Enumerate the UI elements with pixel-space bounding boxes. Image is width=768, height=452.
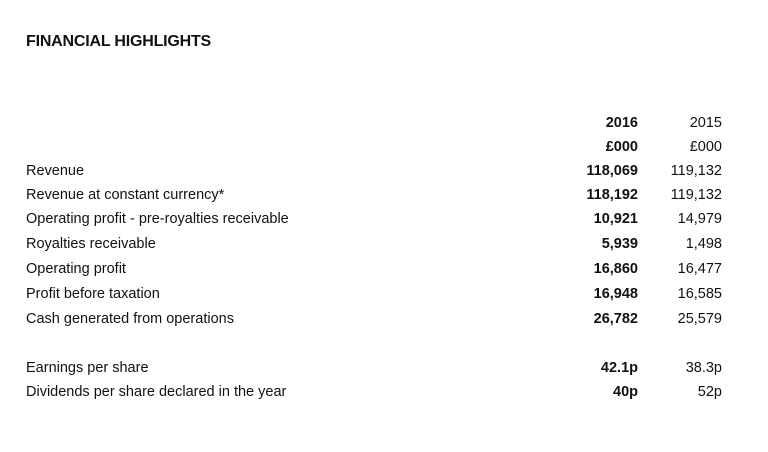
row-label: Earnings per share xyxy=(26,360,149,376)
table-row-operating-profit xyxy=(0,261,768,285)
value-2016: 40p xyxy=(613,384,638,400)
row-label: Operating profit - pre-royalties receivable xyxy=(26,211,289,227)
table-row-revenue-constant-currency xyxy=(0,187,768,211)
table-row-revenue xyxy=(0,163,768,187)
table-row-cash-generated xyxy=(0,311,768,335)
table-row-operating-profit-pre-royalties xyxy=(0,211,768,235)
row-label: Revenue at constant currency* xyxy=(26,187,225,203)
value-2016: 26,782 xyxy=(593,311,638,327)
value-2016: 16,860 xyxy=(593,261,638,277)
table-row-profit-before-taxation xyxy=(0,286,768,310)
value-2015: 25,579 xyxy=(677,311,722,327)
financial-highlights-title: FINANCIAL HIGHLIGHTS xyxy=(26,33,212,50)
unit-2015-header: £000 xyxy=(689,139,722,155)
year-2015-header: 2015 xyxy=(689,115,722,131)
row-label: Revenue xyxy=(26,163,85,179)
value-2015: 52p xyxy=(697,384,722,400)
header-year-row xyxy=(0,115,768,139)
table-row-earnings-per-share xyxy=(0,360,768,384)
value-2015: 1,498 xyxy=(685,236,722,252)
row-label: Profit before taxation xyxy=(26,286,160,302)
row-label: Dividends per share declared in the year xyxy=(26,384,287,400)
value-2015: 16,477 xyxy=(677,261,722,277)
value-2016: 42.1p xyxy=(600,360,638,376)
table-row-royalties-receivable xyxy=(0,236,768,260)
value-2016: 118,069 xyxy=(586,163,638,179)
table-row-dividends-per-share xyxy=(0,384,768,408)
value-2015: 38.3p xyxy=(685,360,722,376)
value-2015: 119,132 xyxy=(670,187,722,203)
value-2016: 118,192 xyxy=(586,187,638,203)
row-label: Royalties receivable xyxy=(26,236,156,252)
value-2015: 119,132 xyxy=(670,163,722,179)
row-label: Operating profit xyxy=(26,261,126,277)
value-2015: 14,979 xyxy=(677,211,722,227)
value-2016: 5,939 xyxy=(601,236,638,252)
unit-2016-header: £000 xyxy=(605,139,638,155)
header-unit-row xyxy=(0,139,768,163)
row-label: Cash generated from operations xyxy=(26,311,234,327)
value-2016: 16,948 xyxy=(593,286,638,302)
value-2015: 16,585 xyxy=(677,286,722,302)
year-2016-header: 2016 xyxy=(605,115,638,131)
value-2016: 10,921 xyxy=(593,211,638,227)
